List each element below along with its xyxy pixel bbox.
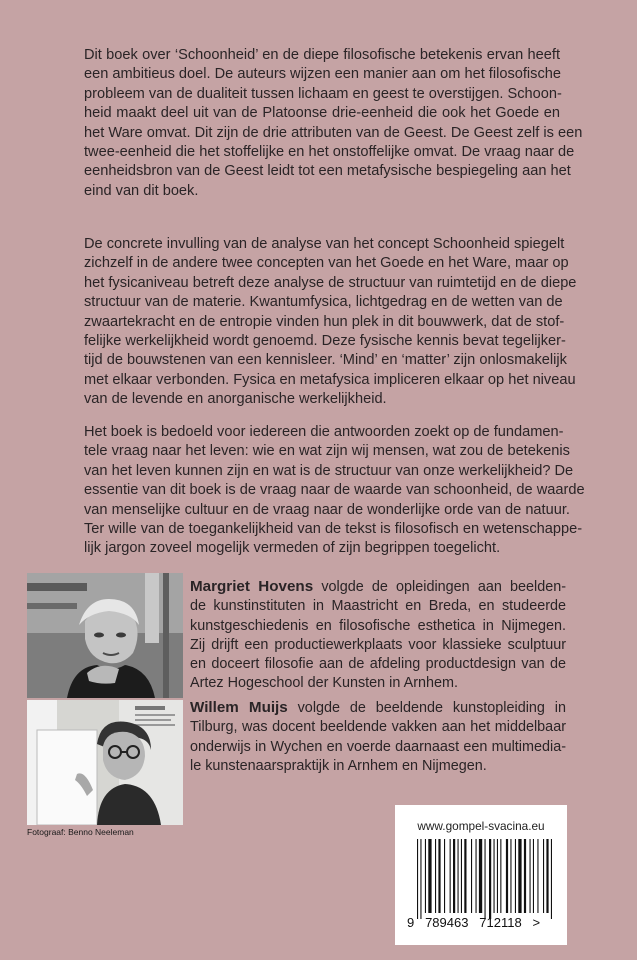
text-line: en doceert filosofie aan de afdeling productdesign van de	[190, 656, 566, 673]
barcode-bar	[546, 839, 548, 913]
barcode-bar	[510, 839, 511, 913]
barcode-bar	[464, 839, 466, 913]
barcode-bar	[453, 839, 455, 913]
barcode-bar	[497, 839, 498, 913]
barcode-bar	[417, 839, 418, 919]
barcode-bar	[515, 839, 516, 913]
author-photo-willem-muijs	[27, 700, 183, 825]
text-line: essentie van dit boek is de vraag naar de waarde van schoonheid, de waarde	[84, 482, 585, 499]
text-line: eenheidsbron van de Geest leidt tot een metafysische bespiegeling aan het	[84, 163, 571, 180]
text-line: de kunstinstituten in Maastricht en Breda, en studeerde	[190, 598, 566, 615]
blurb-paragraph-1	[84, 46, 583, 201]
barcode-bar	[458, 839, 459, 913]
text-line: probleem van de dualiteit tussen lichaam en geest te overstijgen. Schoon-	[84, 85, 562, 102]
barcode-bar	[500, 839, 501, 913]
text-line: heid maakt deel uit van de Platoonse drie-eenheid die ook het Goede en	[84, 105, 560, 122]
author-name: Margriet Hovens	[190, 578, 314, 595]
barcode-bar	[530, 839, 531, 913]
barcode-bar	[479, 839, 482, 913]
isbn-digits: 9 789463 712118 >	[407, 915, 541, 930]
barcode-bar	[471, 839, 472, 913]
barcode-bar	[450, 839, 451, 913]
barcode-bar	[428, 839, 431, 913]
barcode-bar	[551, 839, 552, 919]
portrait-woman-image	[27, 573, 183, 698]
barcode-bar	[533, 839, 534, 913]
blurb-paragraph-3	[84, 423, 585, 559]
text-line: het fysicaniveau betreft deze analyse de structuur van ruimtetijd en de diepe	[84, 274, 577, 291]
text-line: Zij drijft een productiewerkplaats voor klassieke sculptuur	[190, 636, 566, 653]
author-photo-margriet-hovens	[27, 573, 183, 698]
barcode-bar	[435, 839, 436, 913]
barcode-bar	[425, 839, 426, 913]
portrait-man-image	[27, 700, 183, 825]
text-line: een ambitieus doel. De auteurs wijzen een manier aan om het filosofische	[84, 66, 561, 83]
text-line: De concrete invulling van de analyse van het concept Schoonheid spiegelt	[84, 236, 565, 252]
bio-first-line	[190, 698, 566, 718]
barcode-icon	[395, 805, 567, 945]
barcode-bar	[444, 839, 445, 913]
barcode-box	[395, 805, 567, 945]
text-line: kunstgeschiedenis en filosofische esthetica in Nijmegen.	[190, 617, 566, 634]
barcode-bar	[543, 839, 544, 913]
author-bio-1	[190, 577, 566, 694]
text-line: tele vraag naar het leven: wie en wat zijn wij mensen, wat zou de betekenis	[84, 443, 570, 460]
text-line: onderwijs in Wychen en voerde daarnaast een multimedia-	[190, 738, 566, 755]
text-line: Het boek is bedoeld voor iedereen die antwoorden zoekt op de fundamen-	[84, 424, 564, 440]
text-line: van de levende en anorganische werkelijkheid.	[84, 391, 387, 408]
text-line: Artez Hogeschool der Kunsten in Arnhem.	[190, 675, 458, 692]
bio-text: volgde de beeldende kunstopleiding in	[287, 700, 566, 716]
text-line: felijke werkelijkheid wordt genoemd. Deze fysische kennis bevat tegelijker-	[84, 333, 566, 350]
bio-text: volgde de opleidingen aan beelden-	[313, 579, 566, 595]
barcode-bar	[489, 839, 491, 919]
text-line: van menselijke cultuur en de vraag naar de wonderlijke orde van de natuur.	[84, 501, 570, 518]
barcode-bar	[506, 839, 508, 913]
text-line: Dit boek over ‘Schoonheid’ en de diepe filosofische betekenis ervan heeft	[84, 47, 560, 63]
barcode-bar	[461, 839, 462, 913]
publisher-url: www.gompel-svacina.eu	[417, 819, 545, 833]
barcode-bar	[485, 839, 486, 919]
text-line: tijd de bouwstenen van een kennisleer. ‘Mind’ en ‘matter’ zijn onlosmakelijk	[84, 352, 567, 369]
barcode-bar	[524, 839, 526, 913]
text-line: zichzelf in de andere twee concepten van het Goede en het Ware, maar op	[84, 255, 569, 272]
bio-first-line	[190, 577, 566, 597]
text-line: van het leven kunnen zijn en wat is de structuur van onze werkelijkheid? De	[84, 462, 574, 479]
barcode-bar	[476, 839, 477, 913]
text-line: twee-eenheid die het stoffelijke en het onstoffelijke omvat. De vraag naar de	[84, 144, 575, 161]
author-name: Willem Muijs	[190, 699, 288, 716]
text-line: met elkaar verbonden. Fysica en metafysica impliceren elkaar op het niveau	[84, 371, 576, 388]
text-line: Ter wille van de toegankelijkheid van de tekst is filosofisch en wetenschappe-	[84, 521, 583, 538]
barcode-bar	[420, 839, 421, 919]
text-line: eind van dit boek.	[84, 182, 199, 199]
text-line: zwaartekracht en de entropie vinden hun plek in dit bouwwerk, dat de stof-	[84, 313, 565, 330]
author-bio-2	[190, 698, 566, 776]
text-line: lijk jargon zoveel mogelijk vermeden of zijn begrippen toegelicht.	[84, 540, 501, 557]
barcode-bar	[438, 839, 440, 913]
text-line: le kunstenaarspraktijk in Arnhem en Nijmegen.	[190, 757, 487, 774]
barcode-bar	[537, 839, 538, 913]
barcode-bar	[518, 839, 521, 913]
photo-credit: Fotograaf: Benno Neeleman	[27, 827, 134, 837]
text-line: Tilburg, was docent beeldende vakken aan het middelbaar	[190, 719, 566, 736]
barcode-bar	[494, 839, 495, 913]
text-line: het Ware omvat. Dit zijn de drie attributen van de Geest. De Geest zelf is een	[84, 124, 583, 141]
text-line: structuur van de materie. Kwantumfysica, lichtgedrag en de wetten van de	[84, 294, 563, 311]
blurb-paragraph-2	[84, 235, 577, 410]
